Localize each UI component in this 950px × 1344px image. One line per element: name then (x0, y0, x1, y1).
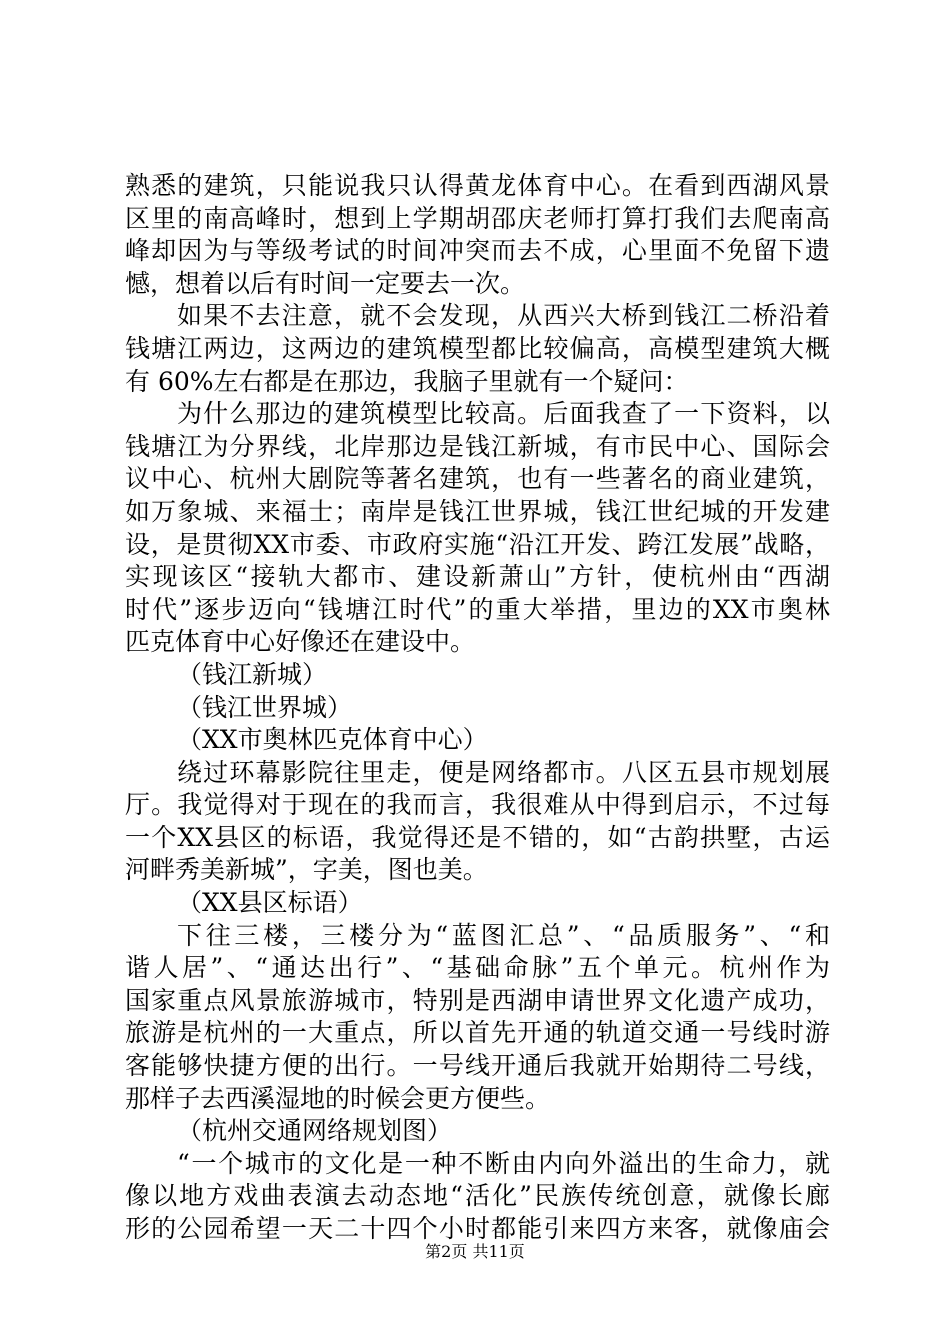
text-line: 有 60%左右都是在那边，我脑子里就有一个疑问： (125, 366, 689, 396)
text-line: （钱江新城） (177, 659, 328, 689)
text-line: 下往三楼，三楼分为“蓝图汇总”、“品质服务”、“和 (177, 920, 830, 950)
text-line: “一个城市的文化是一种不断由内向外溢出的生命力，就 (177, 1148, 830, 1178)
text-line: 憾，想着以后有时间一定要去一次。 (125, 268, 526, 298)
text-line: 客能够快捷方便的出行。一号线开通后我就开始期待二号线， (125, 1051, 830, 1081)
text-line: 钱塘江为分界线，北岸那边是钱江新城，有市民中心、国际会 (125, 431, 830, 461)
document-body (125, 170, 830, 1246)
text-line: 钱塘江两边，这两边的建筑模型都比较偏高，高模型建筑大概 (125, 333, 830, 363)
text-line: 为什么那边的建筑模型比较高。后面我查了一下资料，以 (177, 399, 830, 429)
text-line: 像以地方戏曲表演去动态地“活化”民族传统创意，就像长廊 (125, 1181, 830, 1211)
text-line: 熟悉的建筑，只能说我只认得黄龙体育中心。在看到西湖风景 (125, 171, 830, 200)
text-line: 如果不去注意，就不会发现，从西兴大桥到钱江二桥沿着 (177, 301, 830, 331)
text-line: （XX县区标语） (177, 888, 363, 918)
text-line: 议中心、杭州大剧院等著名建筑，也有一些著名的商业建筑， (125, 464, 830, 494)
text-line: 绕过环幕影院往里走，便是网络都市。八区五县市规划展 (177, 757, 830, 787)
text-line: 设，是贯彻XX市委、市政府实施“沿江开发、跨江发展”战略， (125, 529, 830, 559)
text-line: 河畔秀美新城”，字美，图也美。 (125, 855, 488, 885)
text-line: 峰却因为与等级考试的时间冲突而去不成，心里面不免留下遗 (125, 236, 830, 266)
text-line: 时代”逐步迈向“钱塘江时代”的重大举措，里边的XX市奥林 (125, 594, 830, 624)
text-line: 如万象城、来福士；南岸是钱江世界城，钱江世纪城的开发建 (125, 496, 830, 526)
text-line: 国家重点风景旅游城市，特别是西湖申请世界文化遗产成功， (125, 985, 830, 1015)
text-line: 形的公园希望一天二十四个小时都能引来四方来客，就像庙会 (125, 1214, 830, 1243)
text-line: 旅游是杭州的一大重点，所以首先开通的轨道交通一号线时游 (125, 1018, 830, 1048)
text-line: 实现该区“接轨大都市、建设新萧山”方针，使杭州由“西湖 (125, 562, 830, 592)
text-line: 那样子去西溪湿地的时候会更方便些。 (125, 1083, 551, 1113)
text-line: 一个XX县区的标语，我觉得还是不错的，如“古韵拱墅，古运 (125, 822, 830, 852)
text-line: 厅。我觉得对于现在的我而言，我很难从中得到启示，不过每 (125, 790, 830, 820)
text-line: 谐人居”、“通达出行”、“基础命脉”五个单元。杭州作为 (125, 953, 830, 983)
text-line: （钱江世界城） (177, 692, 353, 722)
page-footer: 第2页 共11页 (425, 1242, 525, 1261)
text-line: （XX市奥林匹克体育中心） (177, 725, 488, 755)
text-line: （杭州交通网络规划图） (177, 1116, 453, 1146)
text-line: 匹克体育中心好像还在建设中。 (125, 627, 476, 657)
text-line: 区里的南高峰时，想到上学期胡邵庆老师打算打我们去爬南高 (125, 203, 830, 233)
